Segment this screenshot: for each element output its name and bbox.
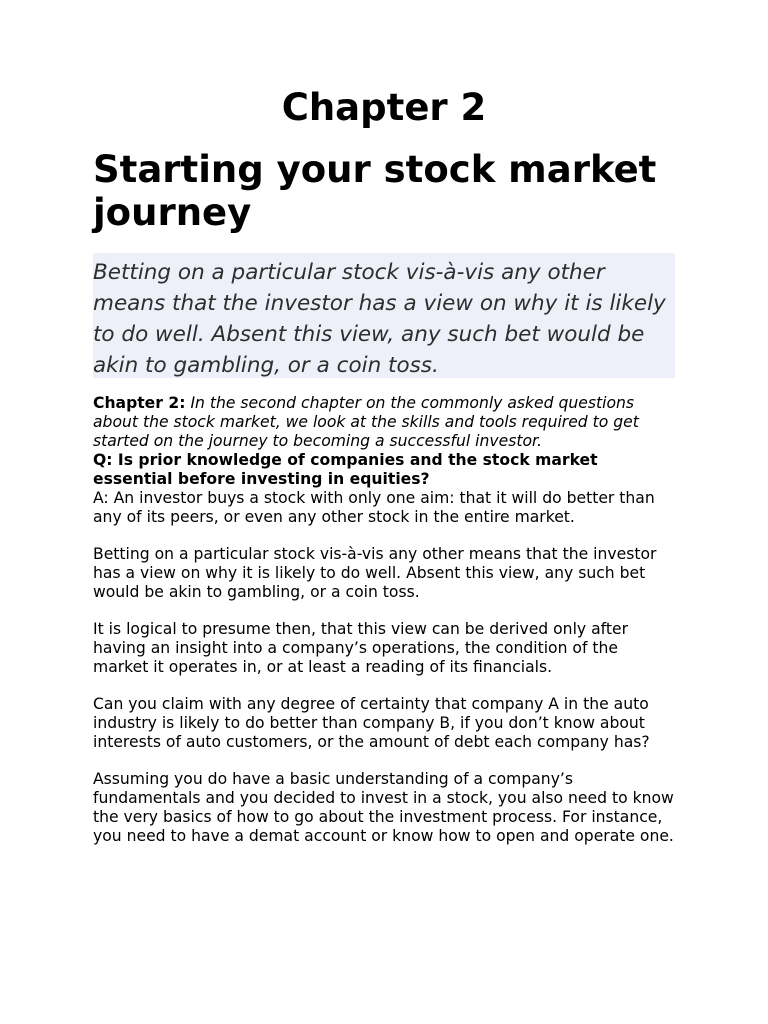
intro-text: In the second chapter on the commonly asked questions about the stock market, we look at the skills and tools required to get started on the journey to becoming a successful investor. xyxy=(93,394,639,450)
intro-label: Chapter 2: xyxy=(93,394,186,412)
chapter-heading: Chapter 2 xyxy=(281,86,487,129)
body-paragraph: Assuming you do have a basic understanding of a company’s fundamentals and you decided to invest in a stock, you also need to know the very basics of how to go about the investment process. For instance, you need to have a demat account or know how to open and operate one. xyxy=(93,770,674,845)
body-paragraph-answer: A: An investor buys a stock with only one aim: that it will do better than any of its peers, or even any other stock in the entire market. xyxy=(93,489,655,526)
page-title: Starting your stock market journey xyxy=(93,148,657,234)
intro-paragraph xyxy=(93,394,678,451)
question-heading: Q: Is prior knowledge of companies and the stock market essential before investing in equities? xyxy=(93,451,598,488)
article-body xyxy=(93,394,678,846)
body-paragraph: It is logical to presume then, that this view can be derived only after having an insight into a company’s operations, the condition of the market it operates in, or at least a reading of its financials. xyxy=(93,620,628,676)
pull-quote: Betting on a particular stock vis-à-vis any other means that the investor has a view on why it is likely to do well. Absent this view, any such bet would be akin to gambling, or a coin toss. xyxy=(93,253,675,378)
body-paragraph: Can you claim with any degree of certainty that company A in the auto industry is likely to do better than company B, if you don’t know about interests of auto customers, or the amount of debt each company has? xyxy=(93,695,650,751)
body-paragraph: Betting on a particular stock vis-à-vis any other means that the investor has a view on why it is likely to do well. Absent this view, any such bet would be akin to gambling, or a coin toss. xyxy=(93,545,657,601)
